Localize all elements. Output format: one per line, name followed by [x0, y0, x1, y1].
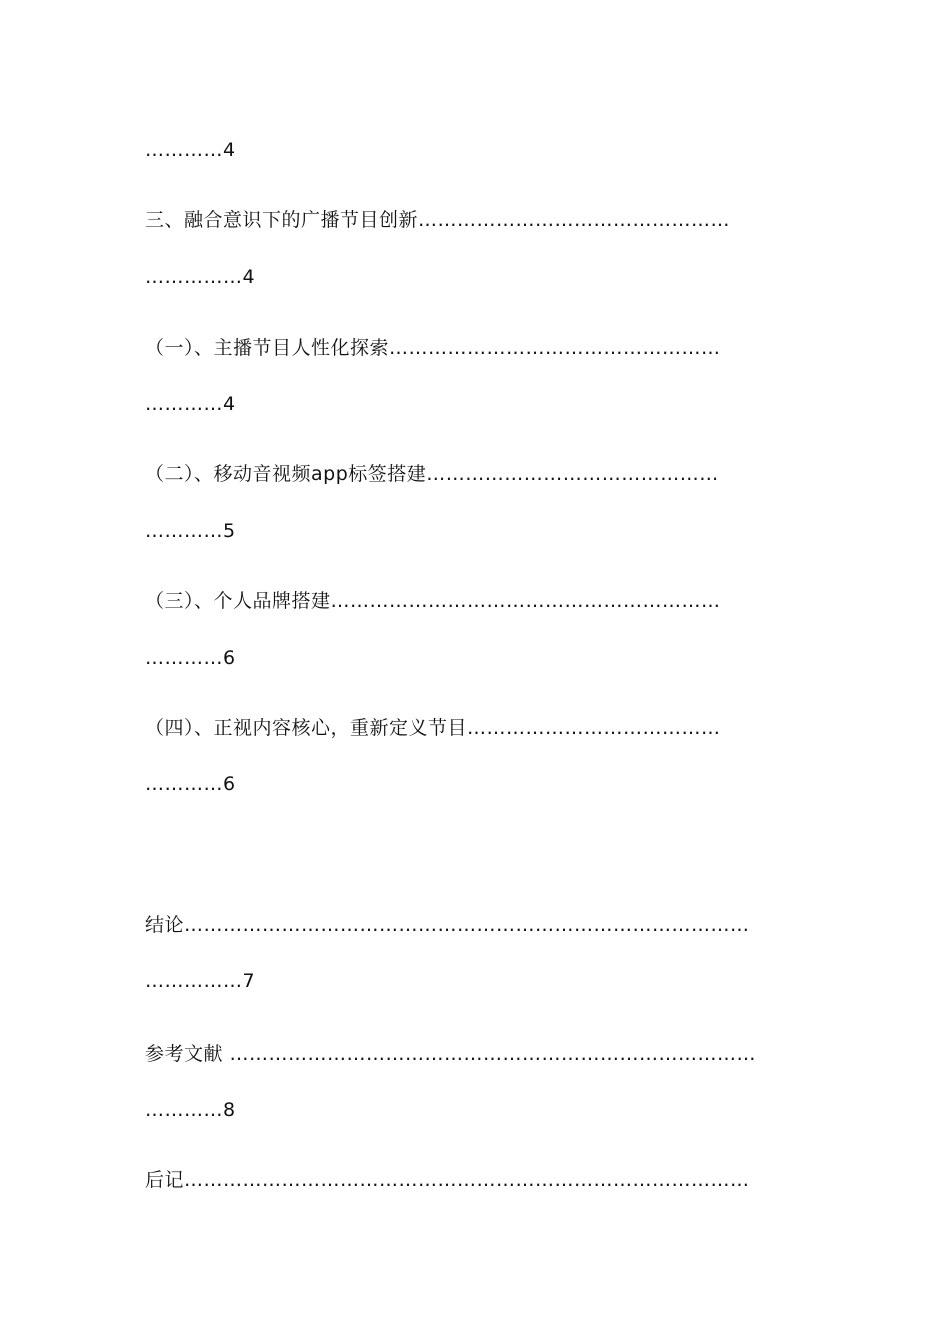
toc-entry-references: 参考文献 ………………………………………………………………………: [145, 1043, 757, 1065]
toc-entry-3-4: （四）、正视内容核心，重新定义节目…………………………………: [145, 717, 721, 739]
toc-entry-conclusion: 结论……………………………………………………………………………: [145, 914, 750, 936]
toc-page-number-line: …………5: [145, 520, 236, 542]
toc-page-number-line: …………8: [145, 1099, 236, 1121]
toc-page-number-line: ……………7: [145, 970, 256, 992]
toc-page-number-line: …………6: [145, 647, 236, 669]
toc-page-number-line: …………6: [145, 773, 236, 795]
toc-entry-section-3: 三、融合意识下的广播节目创新…………………………………………: [145, 209, 731, 231]
toc-page-number-line: …………4: [145, 139, 236, 161]
toc-entry-3-3: （三）、个人品牌搭建……………………………………………………: [145, 590, 721, 612]
toc-entry-afterword: 后记……………………………………………………………………………: [145, 1169, 750, 1191]
toc-entry-3-1: （一）、主播节目人性化探索……………………………………………: [145, 337, 721, 359]
toc-page-number-line: …………4: [145, 393, 236, 415]
toc-entry-3-2: （二）、移动音视频app标签搭建………………………………………: [145, 463, 719, 485]
toc-page-number-line: ……………4: [145, 266, 256, 288]
